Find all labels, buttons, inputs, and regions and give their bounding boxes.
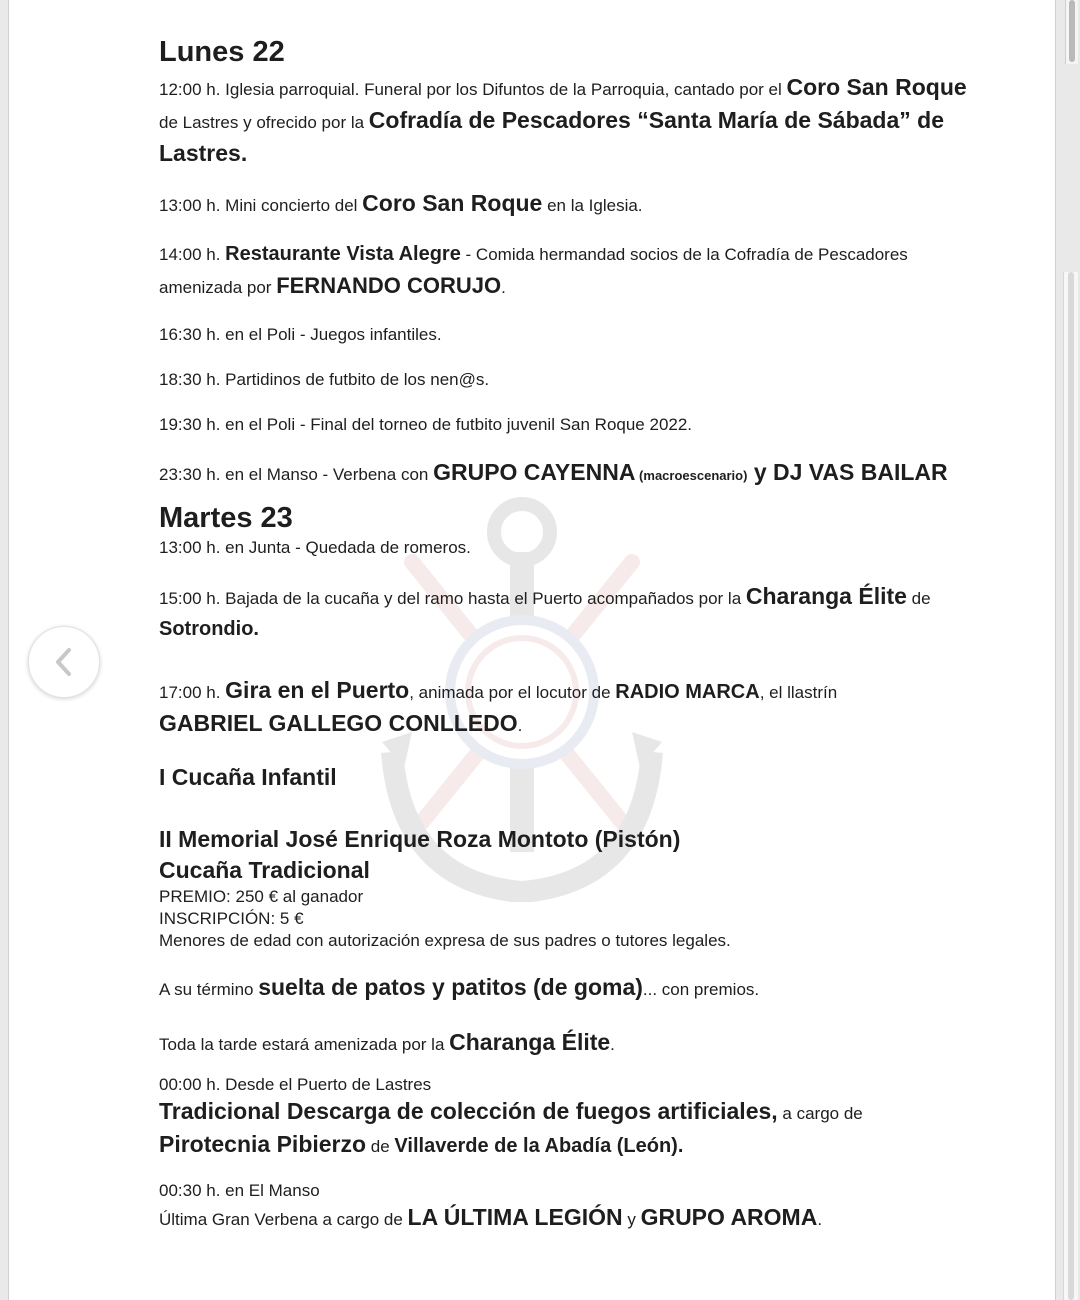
premio-text: PREMIO: 250 € al ganador (159, 887, 364, 906)
menores-text: Menores de edad con autorización expresa de sus padres o tutores legales. (159, 931, 731, 950)
cucana-infantil-title: I Cucaña Infantil (159, 764, 337, 790)
event-charanga-tarde: Toda la tarde estará amenizada por la Charanga Élite. (159, 1029, 615, 1055)
scrollbar[interactable] (1063, 272, 1078, 1300)
event-partidinos: 18:30 h. Partidinos de futbito de los nen@s. (159, 370, 490, 389)
event-verbena-cayenna: 23:30 h. en el Manso - Verbena con GRUPO CAYENNA (macroescenario) y DJ VAS BAILAR (159, 459, 948, 485)
previous-button[interactable] (28, 626, 100, 698)
event-final-torneo: 19:30 h. en el Poli - Final del torneo de futbito juvenil San Roque 2022. (159, 415, 693, 434)
event-gira-puerto: 17:00 h. Gira en el Puerto, animada por el locutor de RADIO MARCA, el llastrín GABRIEL GALLEGO CONLLEDO. (159, 677, 838, 736)
event-bajada-cucana: 15:00 h. Bajada de la cucaña y del ramo hasta el Puerto acompañados por la Charanga Élite de Sotrondio. (159, 583, 931, 640)
event-ultima-verbena: Última Gran Verbena a cargo de LA ÚLTIMA LEGIÓN y GRUPO AROMA. (159, 1204, 823, 1230)
program-content (159, 34, 989, 1235)
cucana-tradicional-title: Cucaña Tradicional (159, 857, 370, 883)
memorial-title: II Memorial José Enrique Roza Montoto (Pistón) (159, 826, 681, 852)
event-verbena-time: 00:30 h. en El Manso (159, 1181, 320, 1200)
chevron-left-icon (53, 647, 75, 677)
event-mini-concierto: 13:00 h. Mini concierto del Coro San Roque en la Iglesia. (159, 190, 643, 216)
event-suelta-patos: A su término suelta de patos y patitos (de goma)... con premios. (159, 974, 760, 1000)
event-fuegos-artificiales: Tradicional Descarga de colección de fuegos artificiales, a cargo de Pirotecnia Pibierzo de Villaverde de la Abadía (León). (159, 1098, 863, 1157)
event-comida-hermandad: 14:00 h. Restaurante Vista Alegre - Comida hermandad socios de la Cofradía de Pescadores amenizada por FERNANDO CORUJO. (159, 243, 908, 298)
day-title-lunes: Lunes 22 (159, 36, 285, 68)
event-funeral: 12:00 h. Iglesia parroquial. Funeral por los Difuntos de la Parroquia, cantado por el Coro San Roque de Lastres y ofrecido por la Cofradía de Pescadores “Santa María de Sábada” de Lastres. (159, 74, 967, 166)
inscripcion-text: INSCRIPCIÓN: 5 € (159, 909, 304, 928)
scrollbar-thumb[interactable] (1068, 272, 1074, 1300)
event-quedada-romeros: 13:00 h. en Junta - Quedada de romeros. (159, 538, 471, 557)
day-title-martes: Martes 23 (159, 502, 293, 534)
scrollbar-top[interactable] (1065, 0, 1078, 64)
event-juegos-infantiles: 16:30 h. en el Poli - Juegos infantiles. (159, 325, 442, 344)
scrollbar-top-thumb[interactable] (1069, 0, 1075, 62)
event-fuegos-time: 00:00 h. Desde el Puerto de Lastres (159, 1075, 432, 1094)
